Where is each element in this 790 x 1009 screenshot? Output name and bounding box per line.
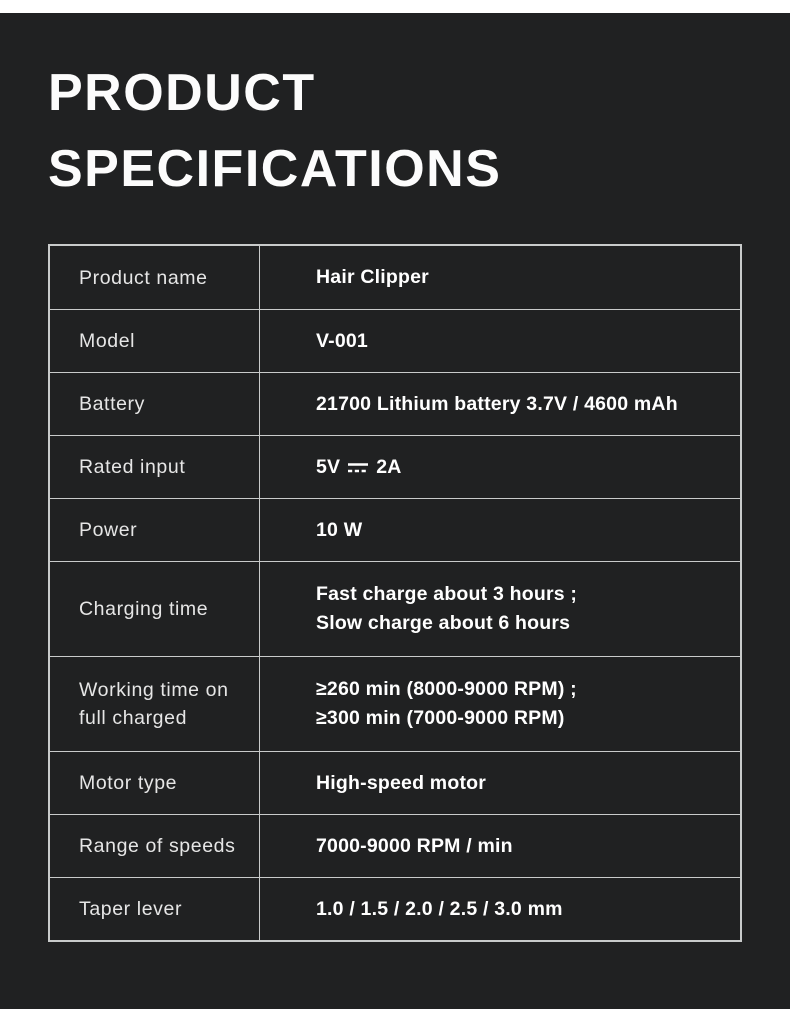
page-title-line-1: PRODUCT: [48, 64, 316, 122]
spec-label: [50, 878, 260, 940]
spec-label: [50, 310, 260, 372]
spec-row-4: [50, 498, 740, 561]
spec-label: [50, 815, 260, 877]
spec-label-line: full charged: [79, 707, 188, 729]
rated-input-current: 2A: [376, 455, 402, 478]
spec-value-line: 21700 Lithium battery 3.7V / 4600 mAh: [316, 392, 678, 415]
spec-row-7: [50, 751, 740, 814]
spec-label-line: Model: [79, 330, 136, 352]
spec-value-line: Hair Clipper: [316, 266, 429, 288]
spec-label: [50, 246, 260, 309]
spec-label: [50, 657, 260, 751]
spec-row-9: [50, 877, 740, 940]
spec-label: [50, 752, 260, 814]
spec-value: [260, 657, 740, 751]
spec-table: [48, 244, 742, 942]
spec-value: [260, 499, 740, 561]
spec-row-6: [50, 656, 740, 751]
spec-value: [260, 246, 740, 309]
page-title-line-2: SPECIFICATIONS: [48, 140, 502, 198]
spec-label-line: Motor type: [79, 772, 178, 794]
spec-row-8: [50, 814, 740, 877]
spec-row-2: [50, 372, 740, 435]
spec-label-line: Charging time: [79, 598, 209, 620]
spec-row-0: [50, 246, 740, 309]
spec-value: [260, 373, 740, 435]
spec-label-line: Working time on: [79, 679, 229, 701]
rated-input-voltage: 5V: [316, 455, 341, 478]
spec-value-line: V-001: [316, 329, 368, 352]
spec-label: [50, 436, 260, 498]
spec-row-1: [50, 309, 740, 372]
dc-symbol-icon: [347, 461, 369, 474]
spec-label-line: Rated input: [79, 456, 186, 478]
spec-value-line: ≥260 min (8000-9000 RPM) ;: [316, 678, 577, 700]
spec-value-line: 1.0 / 1.5 / 2.0 / 2.5 / 3.0 mm: [316, 897, 563, 920]
spec-label-line: Battery: [79, 393, 145, 415]
spec-label-line: Taper lever: [79, 898, 183, 920]
spec-sheet: [0, 13, 790, 1009]
spec-value: [260, 752, 740, 814]
spec-label: [50, 499, 260, 561]
spec-label: [50, 562, 260, 656]
spec-label: [50, 373, 260, 435]
spec-value-line: Fast charge about 3 hours ;: [316, 583, 578, 605]
spec-value: [260, 436, 740, 498]
spec-value-line: [316, 453, 740, 482]
spec-value-line: ≥300 min (7000-9000 RPM): [316, 707, 565, 729]
spec-value-line: Slow charge about 6 hours: [316, 612, 571, 634]
spec-value-line: 10 W: [316, 518, 363, 541]
spec-value-line: High-speed motor: [316, 771, 487, 794]
top-white-strip: [0, 0, 790, 13]
spec-row-5: [50, 561, 740, 656]
spec-value: [260, 310, 740, 372]
spec-value: [260, 815, 740, 877]
spec-label-line: Product name: [79, 266, 208, 289]
spec-label-line: Range of speeds: [79, 835, 236, 857]
spec-value-line: 7000-9000 RPM / min: [316, 834, 513, 857]
page-title: [48, 55, 501, 207]
spec-value: [260, 878, 740, 940]
spec-row-3: [50, 435, 740, 498]
spec-label-line: Power: [79, 519, 138, 541]
spec-value: [260, 562, 740, 656]
